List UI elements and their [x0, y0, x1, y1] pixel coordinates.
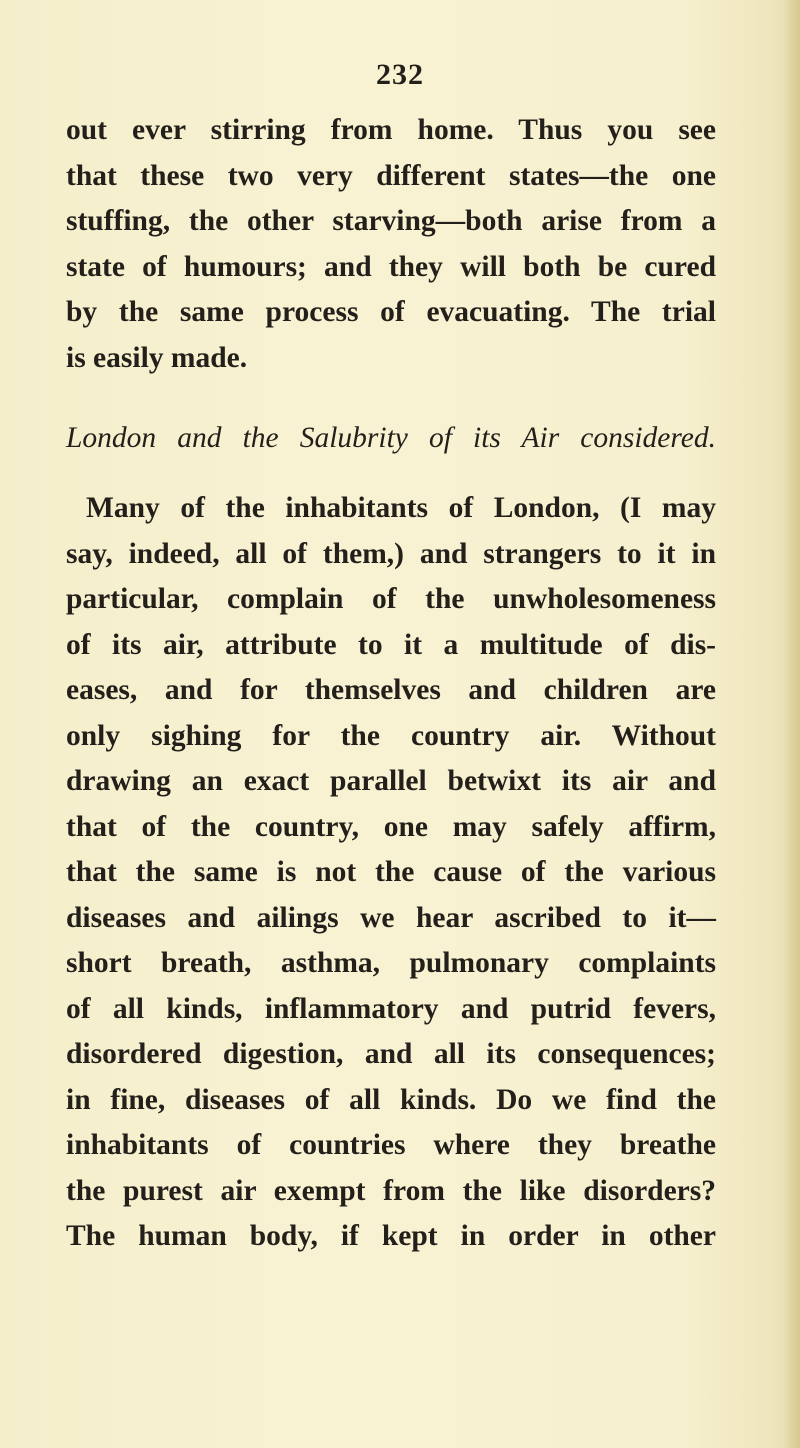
text-line: inhabitants of countries where they breathe	[66, 1129, 716, 1161]
text-line: The human body, if kept in order in other	[66, 1220, 716, 1252]
text-line: drawing an exact parallel betwixt its air and	[66, 765, 716, 797]
text-line: by the same process of evacuating. The trial	[66, 296, 716, 328]
text-line: say, indeed, all of them,) and strangers to it in	[66, 537, 716, 570]
text-line: particular, complain of the unwholesomeness	[66, 583, 716, 615]
text-line: eases, and for themselves and children are	[66, 674, 716, 706]
text-line: stuffing, the other starving—both arise from a	[66, 205, 716, 237]
text-line: that of the country, one may safely affirm,	[66, 810, 716, 843]
text-line: of all kinds, inflammatory and putrid fevers,	[66, 992, 716, 1025]
text-line: Many of the inhabitants of London, (I may	[86, 492, 716, 524]
page-edge-shading	[782, 0, 800, 1448]
paragraph-continuation	[66, 108, 716, 381]
paragraph-body	[66, 486, 716, 1260]
page-number: 232	[376, 58, 424, 91]
text-line: out ever stirring from home. Thus you see	[66, 114, 716, 146]
text-line: state of humours; and they will both be cured	[66, 250, 716, 283]
section-heading: London and the Salubrity of its Air considered.	[66, 422, 716, 454]
text-line: the purest air exempt from the like disorders?	[66, 1174, 716, 1207]
text-line: of its air, attribute to it a multitude of dis-	[66, 628, 716, 661]
text-line: that these two very different states—the one	[66, 159, 716, 192]
text-line: that the same is not the cause of the various	[66, 856, 716, 888]
text-line: short breath, asthma, pulmonary complaints	[66, 947, 716, 979]
text-line: diseases and ailings we hear ascribed to it—	[66, 901, 716, 934]
text-line: is easily made.	[66, 341, 248, 374]
text-line: disordered digestion, and all its consequences;	[66, 1038, 716, 1070]
text-line: only sighing for the country air. Without	[66, 719, 716, 752]
text-line: in fine, diseases of all kinds. Do we find the	[66, 1083, 716, 1116]
